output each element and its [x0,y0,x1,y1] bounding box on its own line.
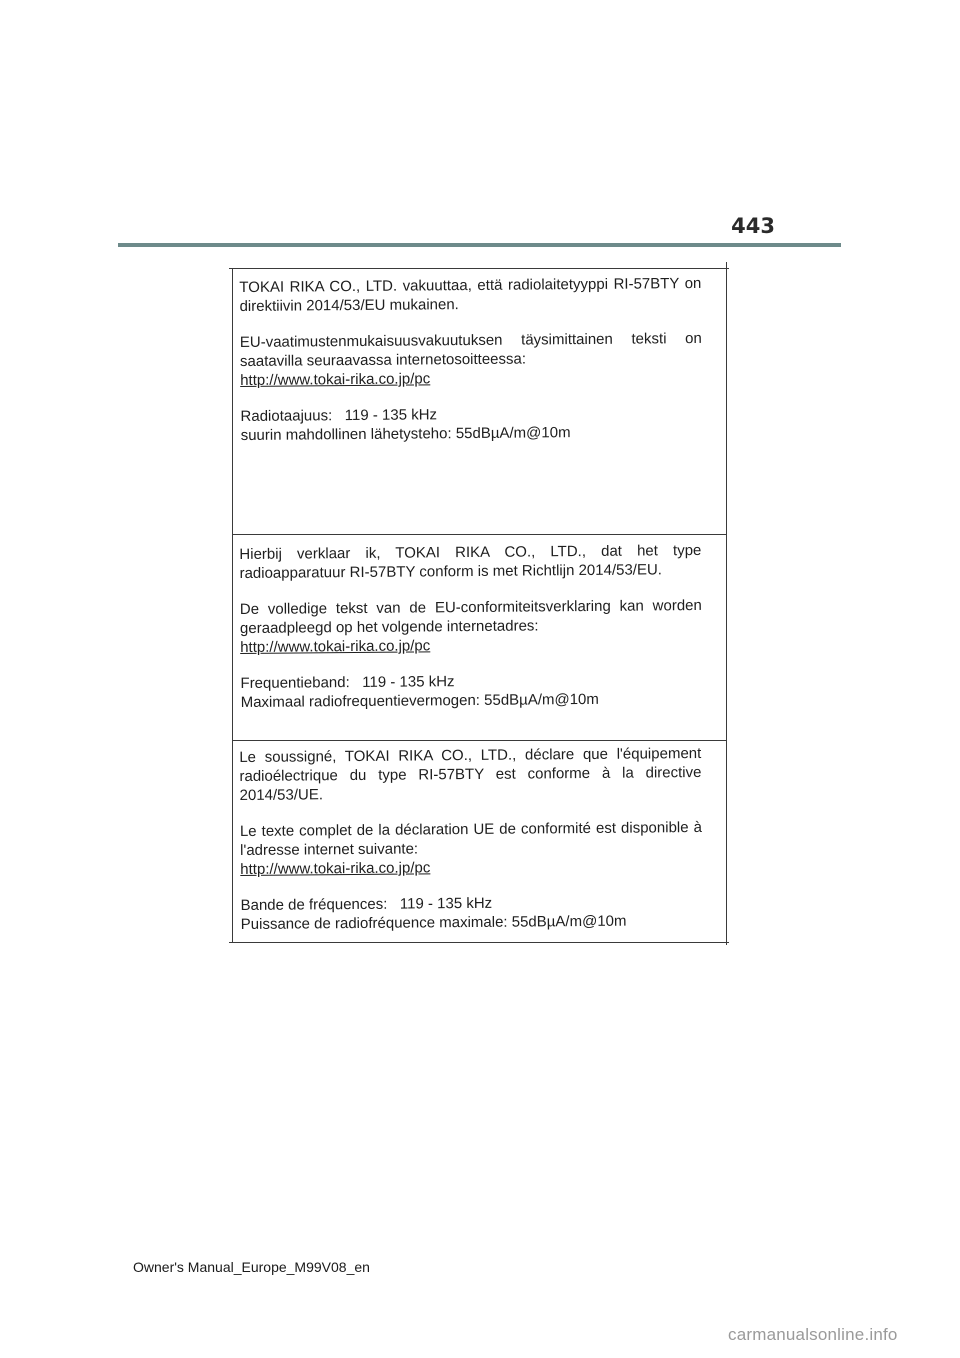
frequency-label: Radiotaajuus: [240,407,333,426]
footer-manual-id: Owner's Manual_Europe_M99V08_en [133,1259,370,1275]
frame-top-line [229,268,729,269]
fulltext-line: Le texte complet de la déclaration UE de conformité est disponible à [239,818,702,841]
fulltext-line: l'adresse internet suivante: [240,840,419,860]
declaration-line: direktiivin 2014/53/EU mukainen. [239,296,459,316]
frame-right-line [726,262,727,945]
frequency-value: 119 - 135 kHz [399,894,493,913]
declaration-line: Hierbij verklaar ik, TOKAI RIKA CO., LTD., dat het type [239,541,702,564]
declaration-block-dutch [239,541,702,712]
fulltext-line: EU-vaatimustenmukaisuusvakuutuksen täysimittainen teksti on [239,329,702,352]
header-rule [118,243,841,247]
page-number: 443 [731,214,775,238]
declaration-block-finnish [239,274,702,445]
declaration-line: radioapparatuur RI-57BTY conform is met Richtlijn 2014/53/EU. [239,561,663,583]
watermark-text: carmanualsonline.info [728,1325,898,1344]
frequency-value: 119 - 135 kHz [362,673,455,691]
declaration-block-french [239,744,703,934]
power-line: Puissance de radiofréquence maximale: 55dBµA/m@10m [240,912,627,934]
declaration-url-link[interactable]: http://www.tokai-rika.co.jp/pc [240,370,431,390]
power-line: suurin mahdollinen lähetysteho: 55dBµA/m@10m [240,424,571,445]
frequency-value: 119 - 135 kHz [344,406,438,425]
divider-line-1 [232,534,727,535]
declaration-url-link[interactable]: http://www.tokai-rika.co.jp/pc [240,637,431,657]
frequency-label: Frequentieband: [240,674,350,693]
power-line: Maximaal radiofrequentievermogen: 55dBµA/m@10m [240,690,599,712]
declaration-line: 2014/53/UE. [239,786,324,805]
declaration-line: TOKAI RIKA CO., LTD. vakuuttaa, että radiolaitetyyppi RI-57BTY on [239,274,702,297]
fulltext-line: De volledige tekst van de EU-conformiteitsverklaring kan worden [239,596,702,619]
declaration-line: Le soussigné, TOKAI RIKA CO., LTD., déclare que l'équipement [239,744,702,767]
fulltext-line: saatavilla seuraavassa internetosoitteessa: [239,350,527,371]
declaration-scan [229,262,731,945]
frequency-label: Bande de fréquences: [240,895,388,915]
frame-left-line [232,268,233,943]
fulltext-line: geraadpleegd op het volgende internetadres: [239,617,539,638]
declaration-line: radioélectrique du type RI-57BTY est conforme à la directive [239,763,702,786]
frame-bottom-line [229,942,729,943]
divider-line-2 [232,740,727,741]
declaration-url-link[interactable]: http://www.tokai-rika.co.jp/pc [240,859,431,879]
